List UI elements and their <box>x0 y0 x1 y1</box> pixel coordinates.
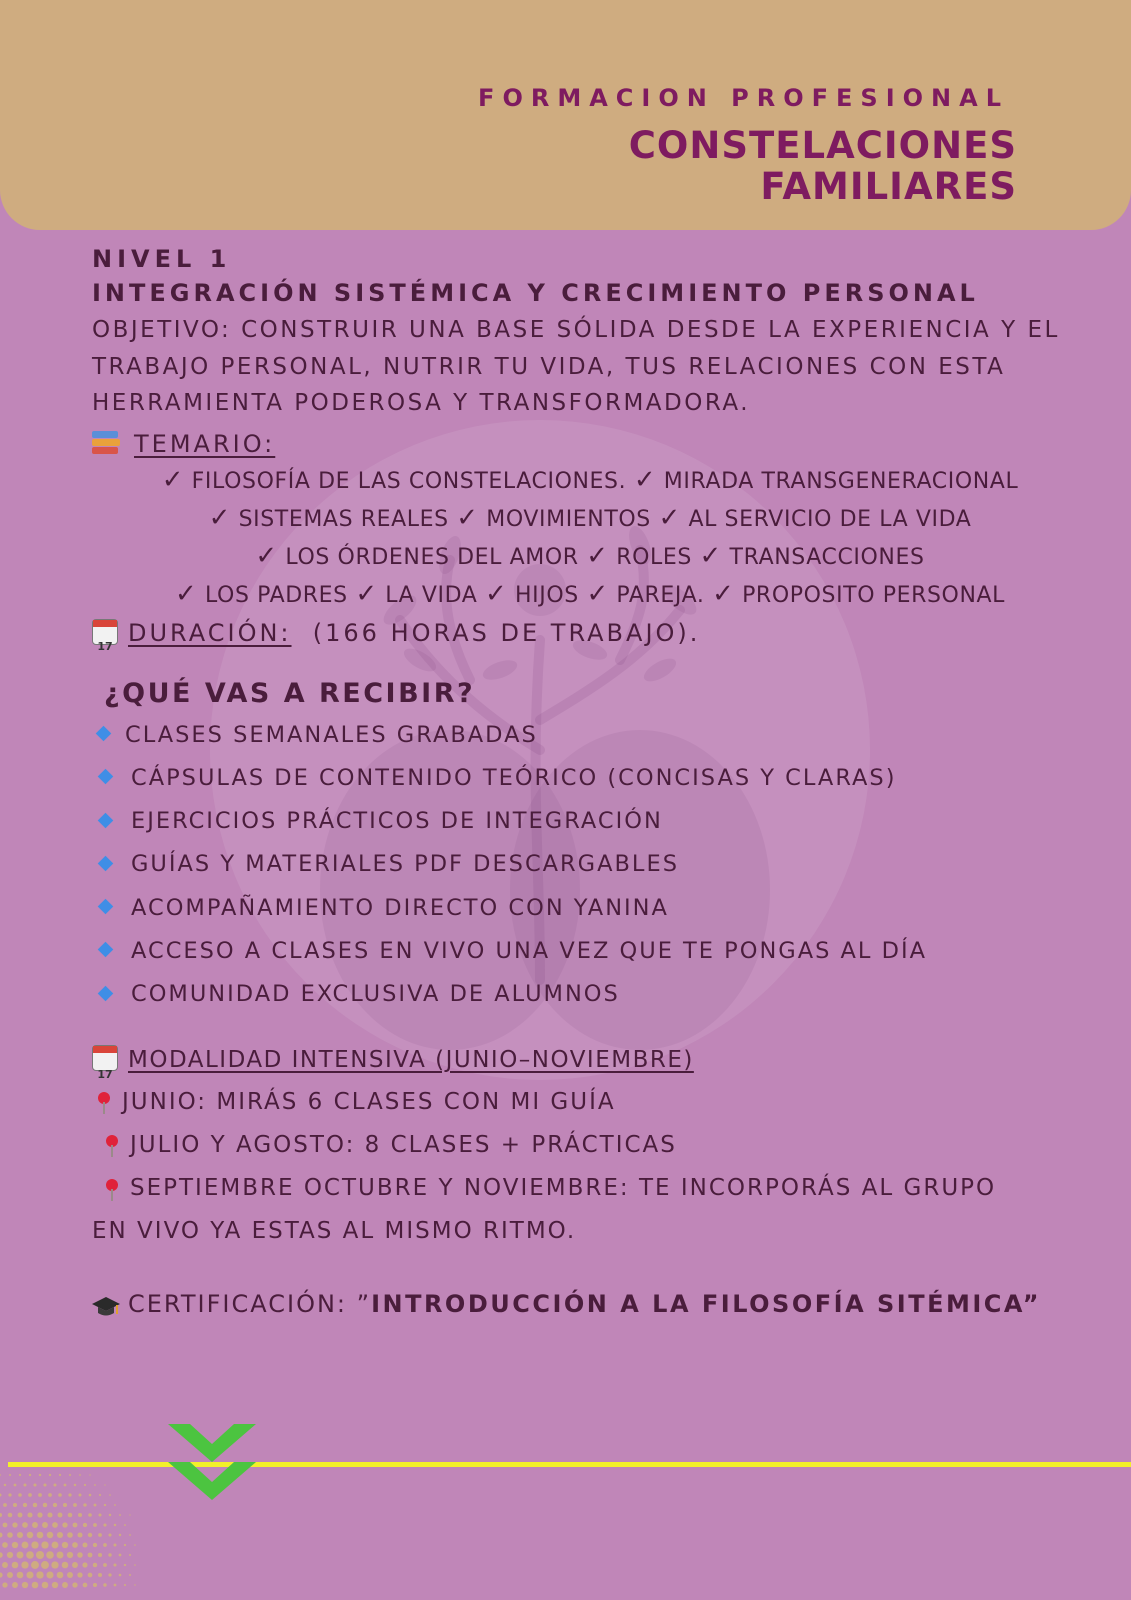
halftone-dot <box>42 1582 49 1589</box>
diamond-icon <box>98 986 114 1002</box>
halftone-dot <box>134 1584 135 1585</box>
halftone-dot <box>57 1572 64 1579</box>
halftone-dot <box>22 1522 28 1528</box>
halftone-dot <box>2 1582 7 1587</box>
halftone-dot <box>28 1493 32 1497</box>
halftone-dot <box>77 1572 82 1577</box>
syllabus-topic: PROPOSITO PERSONAL <box>742 582 1006 608</box>
duration-line <box>92 614 1102 652</box>
halftone-dot <box>12 1582 18 1588</box>
halftone-dot <box>12 1542 18 1548</box>
diamond-icon <box>96 726 112 742</box>
pin-icon <box>106 1135 118 1147</box>
halftone-dot <box>41 1541 48 1548</box>
duration-label: DURACIÓN: <box>128 618 292 647</box>
halftone-dot <box>94 1484 96 1486</box>
halftone-dot <box>43 1503 47 1507</box>
halftone-dot <box>104 1504 106 1506</box>
halftone-dot <box>38 1493 42 1497</box>
halftone-dot <box>52 1582 58 1588</box>
halftone-dot <box>17 1572 24 1579</box>
halftone-dot <box>77 1552 83 1558</box>
syllabus-topic: HIJOS <box>515 582 579 608</box>
halftone-dot <box>9 1474 11 1476</box>
modality-list <box>92 1081 1102 1254</box>
benefits-heading: ¿QUÉ VAS A RECIBIR? <box>104 677 476 709</box>
halftone-dot <box>114 1504 116 1506</box>
halftone-dot <box>82 1542 87 1547</box>
halftone-dot <box>67 1552 73 1558</box>
halftone-dot <box>103 1543 107 1547</box>
halftone-dot <box>33 1503 37 1507</box>
halftone-dot <box>26 1571 33 1578</box>
halftone-dot <box>29 1474 31 1476</box>
halftone-dot <box>22 1582 28 1588</box>
certification-line <box>92 1284 1102 1324</box>
halftone-dot <box>46 1551 54 1559</box>
halftone-dot <box>4 1484 6 1486</box>
halftone-dot <box>64 1484 67 1487</box>
halftone-dot <box>12 1562 19 1569</box>
halftone-dot <box>69 1474 71 1476</box>
level-label: NIVEL 1 <box>92 245 232 273</box>
halftone-dot <box>134 1544 136 1546</box>
halftone-dot <box>72 1562 78 1568</box>
halftone-dot <box>84 1484 86 1486</box>
halftone-dot <box>37 1532 44 1539</box>
halftone-dot <box>109 1514 111 1516</box>
check-icon: ✓ <box>208 502 231 533</box>
halftone-dot <box>31 1541 38 1548</box>
halftone-dot <box>88 1513 92 1517</box>
halftone-dot <box>47 1512 52 1517</box>
halftone-dot <box>47 1532 53 1538</box>
halftone-dot <box>124 1584 126 1586</box>
halftone-dot <box>108 1533 111 1536</box>
halftone-dot <box>98 1533 102 1537</box>
halftone-dot <box>12 1522 17 1527</box>
halftone-dot <box>129 1514 130 1515</box>
level-subtitle: INTEGRACIÓN SISTÉMICA Y CRECIMIENTO PERSONAL <box>92 279 979 307</box>
check-icon: ✓ <box>633 464 657 495</box>
halftone-dot <box>3 1503 7 1507</box>
check-icon: ✓ <box>586 578 609 609</box>
halftone-dot <box>108 1553 111 1556</box>
halftone-dot <box>46 1571 53 1578</box>
halftone-dot <box>68 1493 71 1496</box>
halftone-dot <box>124 1564 126 1566</box>
syllabus-topic: LOS ÓRDENES DEL AMOR <box>285 544 579 570</box>
duration-value: (166 HORAS DE TRABAJO). <box>312 618 701 647</box>
halftone-dot <box>2 1542 8 1548</box>
halftone-dot <box>21 1561 28 1568</box>
title-line-2: FAMILIARES <box>760 165 1017 208</box>
halftone-dot <box>48 1493 52 1497</box>
syllabus-label: TEMARIO: <box>134 429 276 458</box>
halftone-dot <box>78 1513 82 1517</box>
halftone-dot <box>124 1544 126 1546</box>
certification-title: INTRODUCCIÓN A LA FILOSOFÍA SITÉMICA” <box>371 1289 1042 1318</box>
halftone-dot <box>18 1493 22 1497</box>
halftone-dot <box>83 1503 86 1506</box>
halftone-dot <box>26 1551 34 1559</box>
halftone-dot <box>49 1474 51 1476</box>
halftone-dot <box>109 1494 111 1496</box>
halftone-dot <box>57 1552 64 1559</box>
main-content <box>92 244 1102 1324</box>
halftone-dot <box>93 1583 97 1587</box>
modality-label: MODALIDAD INTENSIVA (JUNIO–NOVIEMBRE) <box>128 1046 694 1073</box>
syllabus-topic: PAREJA. <box>616 582 705 608</box>
halftone-dot <box>17 1532 23 1538</box>
pin-icon <box>98 1092 110 1104</box>
check-icon: ✓ <box>485 578 508 609</box>
syllabus-topic: AL SERVICIO DE LA VIDA <box>688 506 972 532</box>
halftone-dot <box>0 1474 1 1476</box>
halftone-dot <box>98 1553 102 1557</box>
benefits-list <box>92 714 1102 1017</box>
kicker: FORMACION PROFESIONAL <box>478 84 1009 112</box>
halftone-dot <box>93 1543 97 1547</box>
check-icon: ✓ <box>255 540 278 571</box>
check-icon: ✓ <box>586 540 609 571</box>
list-item: COMUNIDAD EXCLUSIVA DE ALUMNOS <box>92 973 1102 1016</box>
halftone-dot <box>7 1532 13 1538</box>
halftone-dot <box>114 1584 117 1587</box>
halftone-dot <box>0 1513 2 1517</box>
halftone-dot <box>59 1474 61 1476</box>
halftone-dot <box>88 1533 92 1537</box>
halftone-dot <box>39 1474 41 1476</box>
title-line-1: CONSTELACIONES <box>628 124 1017 167</box>
halftone-dot <box>0 1494 1 1497</box>
syllabus-topic: TRANSACCIONES <box>729 544 925 570</box>
syllabus-row <box>82 500 1098 538</box>
halftone-dot <box>19 1474 21 1476</box>
halftone-dot <box>119 1534 121 1536</box>
halftone-dot <box>62 1582 68 1588</box>
halftone-dot <box>52 1542 59 1549</box>
syllabus-row <box>82 462 1098 500</box>
halftone-dot <box>27 1532 33 1538</box>
halftone-dot <box>32 1522 38 1528</box>
halftone-dot <box>89 1494 92 1497</box>
halftone-dot <box>57 1532 63 1538</box>
halftone-dot <box>114 1544 117 1547</box>
diamond-icon <box>98 942 114 958</box>
halftone-dot <box>89 1474 90 1475</box>
halftone-dot <box>82 1562 87 1567</box>
graduation-cap-icon <box>92 1291 120 1315</box>
halftone-dot <box>36 1571 43 1578</box>
halftone-dot <box>114 1524 116 1526</box>
halftone-dot <box>72 1582 77 1587</box>
halftone-dot <box>13 1503 17 1507</box>
halftone-dot <box>134 1564 136 1566</box>
halftone-dot <box>93 1523 97 1527</box>
halftone-dot <box>32 1582 39 1589</box>
syllabus-topic: FILOSOFÍA DE LAS CONSTELACIONES. <box>191 468 627 494</box>
syllabus-list <box>92 462 1102 614</box>
halftone-dot <box>124 1524 126 1526</box>
check-icon: ✓ <box>174 578 198 609</box>
halftone-dot <box>99 1494 101 1496</box>
list-item: ACCESO A CLASES EN VIVO UNA VEZ QUE TE PONGAS AL DÍA <box>92 930 1102 973</box>
halftone-dot <box>67 1572 73 1578</box>
syllabus-topic: LOS PADRES <box>204 582 348 608</box>
halftone-dot <box>52 1522 58 1528</box>
halftone-dot <box>0 1552 3 1558</box>
check-icon: ✓ <box>699 540 722 571</box>
halftone-dot <box>72 1542 78 1548</box>
halftone-dot <box>43 1483 46 1486</box>
halftone-dot <box>54 1484 57 1487</box>
halftone-dot <box>8 1513 13 1518</box>
halftone-dot <box>103 1523 106 1526</box>
halftone-dot <box>41 1561 49 1569</box>
halftone-dot <box>0 1532 3 1537</box>
halftone-dot <box>22 1542 29 1549</box>
objective-text: OBJETIVO: CONSTRUIR UNA BASE SÓLIDA DESDE LA EXPERIENCIA Y EL TRABAJO PERSONAL, NUTRIR TU VIDA, TUS RELACIONES CON ESTA HERRAMIENTA PODEROSA Y TRANSFORMADORA. <box>92 317 1060 416</box>
halftone-dot <box>58 1493 62 1497</box>
halftone-dot <box>119 1514 121 1516</box>
list-item-continuation: EN VIVO YA ESTAS AL MISMO RITMO. <box>92 1218 577 1245</box>
halftone-dots-decoration <box>0 1470 150 1600</box>
list-item: ACOMPAÑAMIENTO DIRECTO CON YANINA <box>92 887 1102 930</box>
list-item: EJERCICIOS PRÁCTICOS DE INTEGRACIÓN <box>92 800 1102 843</box>
halftone-dot <box>17 1552 24 1559</box>
halftone-dot <box>31 1561 39 1569</box>
halftone-dot <box>67 1532 73 1538</box>
halftone-dot <box>103 1583 106 1586</box>
halftone-dot <box>63 1503 67 1507</box>
halftone-dot <box>79 1494 82 1497</box>
check-icon: ✓ <box>161 464 185 495</box>
diamond-icon <box>98 812 114 828</box>
list-item: JULIO Y AGOSTO: 8 CLASES + PRÁCTICAS <box>92 1124 1102 1167</box>
check-icon: ✓ <box>456 502 479 533</box>
halftone-dot <box>113 1563 116 1566</box>
halftone-dot <box>62 1542 68 1548</box>
list-item: SEPTIEMBRE OCTUBRE Y NOVIEMBRE: TE INCORPORÁS AL GRUPO <box>92 1167 1102 1210</box>
halftone-dot <box>33 1483 36 1486</box>
check-icon: ✓ <box>355 578 378 609</box>
header-band <box>0 0 1131 230</box>
diamond-icon <box>98 856 114 872</box>
halftone-dot <box>88 1553 93 1558</box>
halftone-dot <box>18 1513 23 1518</box>
syllabus-topic: ROLES <box>616 544 692 570</box>
halftone-dot <box>7 1572 13 1578</box>
halftone-dot <box>27 1512 32 1517</box>
syllabus-row <box>82 538 1098 576</box>
calendar-icon: 17 <box>92 619 118 645</box>
halftone-dot <box>7 1552 13 1558</box>
certification-label: CERTIFICACIÓN: ” <box>128 1289 372 1318</box>
halftone-dot <box>93 1563 97 1567</box>
halftone-dot <box>79 1474 81 1476</box>
halftone-dot <box>8 1493 11 1496</box>
halftone-dot <box>98 1513 101 1516</box>
syllabus-topic: MIRADA TRANSGENERACIONAL <box>663 468 1019 494</box>
halftone-dot <box>24 1484 27 1487</box>
halftone-dot <box>68 1513 73 1518</box>
pin-icon <box>106 1179 118 1191</box>
halftone-dot <box>23 1503 27 1507</box>
halftone-dot <box>74 1484 76 1486</box>
halftone-dot <box>103 1563 107 1567</box>
halftone-dot <box>73 1503 77 1507</box>
halftone-dot <box>83 1583 88 1588</box>
halftone-dot <box>129 1554 131 1556</box>
halftone-dot <box>53 1503 57 1507</box>
list-item: CÁPSULAS DE CONTENIDO TEÓRICO (CONCISAS Y CLARAS) <box>92 757 1102 800</box>
halftone-dot <box>42 1522 48 1528</box>
syllabus-topic: MOVIMIENTOS <box>486 506 651 532</box>
halftone-dot <box>36 1551 44 1559</box>
halftone-dot <box>14 1484 17 1487</box>
halftone-dot <box>83 1523 87 1527</box>
check-icon: ✓ <box>658 502 681 533</box>
diamond-icon <box>98 899 114 915</box>
halftone-dot <box>104 1484 105 1485</box>
halftone-dot <box>129 1574 131 1576</box>
halftone-dot <box>62 1522 67 1527</box>
books-icon <box>92 430 120 456</box>
halftone-dot <box>108 1573 111 1576</box>
calendar-icon: 17 <box>92 1045 118 1071</box>
halftone-dot <box>88 1573 93 1578</box>
list-item: JUNIO: MIRÁS 6 CLASES CON MI GUÍA <box>92 1081 1102 1124</box>
halftone-dot <box>62 1562 69 1569</box>
check-icon: ✓ <box>712 578 735 609</box>
halftone-dot <box>77 1532 82 1537</box>
halftone-dot <box>58 1513 63 1518</box>
syllabus-topic: SISTEMAS REALES <box>238 506 449 532</box>
syllabus-heading <box>92 426 1102 462</box>
halftone-dot <box>51 1561 58 1568</box>
halftone-dot <box>98 1573 102 1577</box>
halftone-dot <box>0 1572 3 1577</box>
halftone-dot <box>129 1534 131 1536</box>
halftone-dot <box>119 1554 122 1557</box>
syllabus-row <box>82 576 1098 614</box>
modality-heading <box>92 1039 1102 1081</box>
halftone-dot <box>94 1504 97 1507</box>
halftone-dot <box>37 1512 42 1517</box>
halftone-dot <box>2 1562 8 1568</box>
diamond-icon <box>98 769 114 785</box>
halftone-dot <box>73 1523 78 1528</box>
double-chevron-down-icon <box>168 1424 256 1500</box>
list-item: GUÍAS Y MATERIALES PDF DESCARGABLES <box>92 843 1102 886</box>
halftone-dot <box>119 1574 122 1577</box>
syllabus-topic: LA VIDA <box>385 582 478 608</box>
halftone-dot <box>3 1523 8 1528</box>
list-item: CLASES SEMANALES GRABADAS <box>92 714 1102 757</box>
